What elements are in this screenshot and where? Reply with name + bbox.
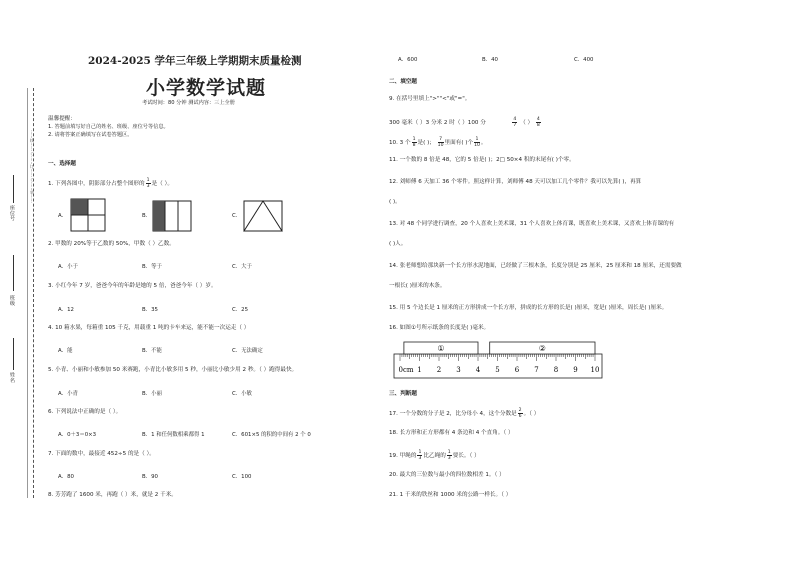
question-18: 18. 长方形和正方形都有 4 条边和 4 个直角。（ ） xyxy=(389,430,514,436)
q7-option-b[interactable]: B．90 xyxy=(142,474,158,480)
q5-option-c[interactable]: C．小敏 xyxy=(232,391,252,397)
ruler-label: 4 xyxy=(475,366,481,374)
q7-option-c[interactable]: C．100 xyxy=(232,474,252,480)
question-4: 4. 10 箱水果，每箱重 105 千克，用载重 1 吨的卡车来运，能不能一次运走（ ） xyxy=(48,325,250,331)
q10-fraction-2: $\frac{7}{10}$ xyxy=(437,137,444,148)
question-20: 20. 最大的三位数与最小的四位数相差 1。（ ） xyxy=(389,472,505,478)
section1-title: 一、选择题 xyxy=(48,161,76,167)
ruler-label: 0cm xyxy=(398,366,414,374)
question-15: 15. 用 5 个边长是 1 厘米的正方形拼成一个长方形，拼成的长方形的长是( )厘米，宽是( )厘米，周长是( )厘米。 xyxy=(389,305,668,311)
q17-fraction: $\frac{2}{6}$ xyxy=(518,408,522,419)
q2-option-a[interactable]: A．小于 xyxy=(58,264,78,270)
ruler-label: 1 xyxy=(417,366,422,374)
q19-fraction-1: $\frac{1}{3}$ xyxy=(418,450,422,461)
q8-option-c[interactable]: C．400 xyxy=(574,57,594,63)
ruler-label: 7 xyxy=(534,366,539,374)
q4-option-c[interactable]: C．无法确定 xyxy=(232,348,263,354)
binding-line-seat xyxy=(13,175,14,203)
question-6: 6. 下列说法中正确的是（ ）。 xyxy=(48,409,122,415)
notice-title: 温馨提醒： xyxy=(48,116,76,122)
question-3: 3. 小红今年 7 岁，爸爸今年的年龄是她的 5 倍，爸爸今年（ ）岁。 xyxy=(48,283,217,289)
ruler-label: 10 xyxy=(590,366,600,374)
question-12: 12. 刘师傅 6 天加工 36 个零件。照这样计算，刘师傅 48 天可以加工几个零件？我可以先算( )，再算 xyxy=(389,179,642,185)
question-2: 2. 甲数的 20%等于乙数的 50%，甲数（ ）乙数。 xyxy=(48,241,175,247)
q1-figure-a xyxy=(70,198,106,232)
binding-solid-line xyxy=(27,88,28,498)
question-16: 16. 如图①号所示纸条的长度是( )毫米。 xyxy=(389,325,490,331)
main-title: 小学数学试题 xyxy=(146,77,267,99)
section3-title: 三、判断题 xyxy=(389,391,417,397)
binding-label-name: 姓名 xyxy=(9,372,15,383)
binding-margin xyxy=(0,0,45,562)
q1-figure-b xyxy=(152,200,192,232)
notice-2: 2. 请将答案正确填写在试卷答题区。 xyxy=(48,132,133,138)
section2-title: 二、填空题 xyxy=(389,79,417,85)
question-21: 21. 1 千米的铁丝和 1000 米的公路一样长。（ ） xyxy=(389,492,512,498)
binding-line-class xyxy=(13,255,14,291)
question-7: 7. 下面的数中，最接近 452÷5 的是（ ）。 xyxy=(48,451,155,457)
q10-fraction-1: $\frac{1}{8}$ xyxy=(412,137,416,148)
q1-text: 1. 下列各图中，阴影部分占整个图形的 xyxy=(48,181,145,187)
q2-option-b[interactable]: B．等于 xyxy=(142,264,162,270)
question-9: 9. 在括号里填上">""<"或"="。 xyxy=(389,96,471,102)
binding-label-class: 班级 xyxy=(9,295,15,306)
question-14-cont: 一根长( )厘米的木条。 xyxy=(389,283,446,289)
question-9-items: 300 毫米（ ）3 分米 2 时（ ）100 分 $\frac{4}{7}$ （ ） $\frac{4}{8}$ xyxy=(389,117,540,128)
q6-option-c[interactable]: C．601×5 的积的中间有 2 个 0 xyxy=(232,432,311,438)
q3-option-b[interactable]: B．35 xyxy=(142,307,158,313)
q19-fraction-2: $\frac{1}{3}$ xyxy=(447,450,451,461)
q1-option-c[interactable]: C． xyxy=(232,213,242,219)
question-17: 17. 一个分数的分子是 2，比分母小 4，这个分数是 $\frac{2}{6}$ 。（ ） xyxy=(389,408,540,419)
q10-fraction-3: $\frac{1}{10}$ xyxy=(474,137,480,148)
q1-fraction: $\frac{1}{3}$ xyxy=(146,178,150,189)
exam-title: 2024-2025 学年三年级上学期期末质量检测 xyxy=(88,55,302,67)
ruler-label: 5 xyxy=(495,366,500,374)
q1-option-b[interactable]: B． xyxy=(142,213,152,219)
q7-option-a[interactable]: A．80 xyxy=(58,474,74,480)
question-13: 13. 对 48 个同学进行调查，20 个人喜欢上美术课，31 个人喜欢上体育课，既喜欢上美术课，又喜欢上体育课的有 xyxy=(389,221,675,227)
q1-tail: 是（ ）。 xyxy=(151,181,173,187)
ruler-label: 3 xyxy=(456,366,461,374)
question-13-cont: ( )人。 xyxy=(389,241,407,247)
question-19: 19. 甲绳的 $\frac{1}{3}$ 比乙绳的 $\frac{1}{3}$ 要长。（ ） xyxy=(389,450,480,461)
question-1 xyxy=(48,178,173,189)
q8-option-b[interactable]: B．40 xyxy=(482,57,498,63)
strip-2-label: ② xyxy=(538,344,546,353)
q6-option-b[interactable]: B．1 和任何数相乘都得 1 xyxy=(142,432,205,438)
ruler-figure xyxy=(392,340,604,380)
q5-option-a[interactable]: A．小青 xyxy=(58,391,78,397)
q9-fraction-2: $\frac{4}{8}$ xyxy=(536,117,540,128)
q2-option-c[interactable]: C．大于 xyxy=(232,264,252,270)
ruler-label: 2 xyxy=(436,366,442,374)
binding-label-seat: 座位号 xyxy=(9,205,15,221)
q4-option-b[interactable]: B．不能 xyxy=(142,348,162,354)
exam-info: 考试时间：80 分钟 测试内容：三上全册 xyxy=(142,100,235,106)
q1-figure-c xyxy=(243,200,283,232)
question-5: 5. 小青、小丽和小敏参加 50 米赛跑，小青比小敏多用 5 秒，小丽比小敏少用 2 秒。（ ）跑得最快。 xyxy=(48,367,298,373)
q9-fraction-1: $\frac{4}{7}$ xyxy=(513,117,517,128)
q1-option-a[interactable]: A． xyxy=(58,213,68,219)
question-10: 10. 3 个 $\frac{1}{8}$ 是( )； $\frac{7}{10}$ 里面有( )个 $\frac{1}{10}$ 。 xyxy=(389,137,487,148)
question-11: 11. 一个数的 8 倍是 48，它的 5 倍是( )；2□ 50×4 积的末尾有( )个零。 xyxy=(389,157,575,163)
question-14: 14. 张老师想给那块新一个长方形水泥地面，已经做了三根木条，长度分别是 25 厘米，25 厘米和 18 厘米，还需要做 xyxy=(389,263,682,269)
q3-option-c[interactable]: C．25 xyxy=(232,307,249,313)
notice-1: 1. 答题前填写好自己的姓名、班级、座位号等信息。 xyxy=(48,124,169,130)
question-12-cont: ( )。 xyxy=(389,199,401,205)
q4-option-a[interactable]: A．能 xyxy=(58,348,73,354)
binding-dashes: ……线……○……订……○……装…… xyxy=(30,130,35,203)
ruler-label: 8 xyxy=(553,366,559,374)
binding-line-name xyxy=(13,338,14,370)
q8-option-a[interactable]: A．600 xyxy=(398,57,418,63)
ruler-label: 9 xyxy=(573,366,578,374)
strip-1-label: ① xyxy=(437,344,445,353)
question-8: 8. 芳芳跑了 1600 米，再跑（ ）米，就是 2 千米。 xyxy=(48,492,177,498)
q5-option-b[interactable]: B．小丽 xyxy=(142,391,162,397)
ruler-label: 6 xyxy=(514,366,520,374)
q6-option-a[interactable]: A．0＋3＝0×3 xyxy=(58,432,97,438)
q9-line-a: 300 毫米（ ）3 分米 2 时（ ）100 分 xyxy=(389,120,486,126)
q3-option-a[interactable]: A．12 xyxy=(58,307,74,313)
